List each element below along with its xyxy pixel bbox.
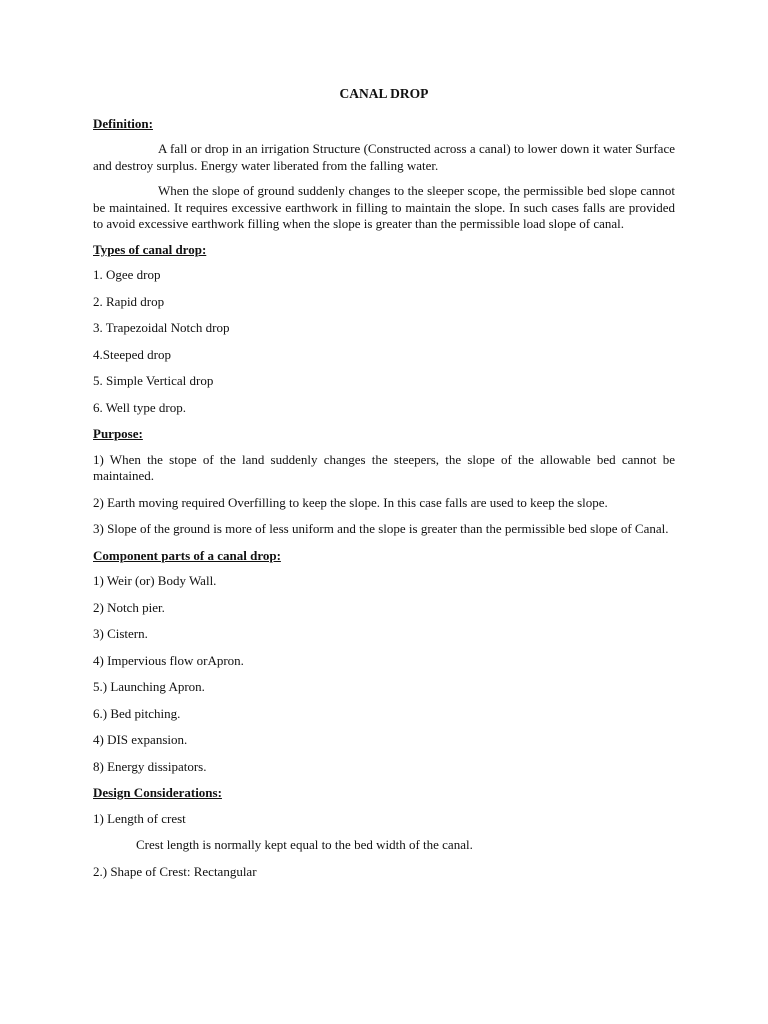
types-list-item: 4.Steeped drop [93,346,171,362]
component-list-item: 4) Impervious flow orApron. [93,652,244,668]
definition-paragraph-1: A fall or drop in an irrigation Structure (Constructed across a canal) to lower down it water Surface and destroy surplus. Energy water liberated from the falling water. [93,141,675,173]
purpose-list-item: 3) Slope of the ground is more of less uniform and the slope is greater than the permissible bed slope of Canal. [93,521,669,536]
document-title: CANAL DROP [339,86,429,101]
component-list-item: 6.) Bed pitching. [93,705,181,721]
design-item-length-of-crest: 1) Length of crest [93,810,186,826]
types-list-item: 2. Rapid drop [93,293,165,309]
types-heading: Types of canal drop: [93,241,207,257]
components-heading: Component parts of a canal drop: [93,547,281,563]
component-list-item: 4) DIS expansion. [93,732,188,747]
component-list-item: 5.) Launching Apron. [93,679,205,694]
document-page [93,86,675,890]
component-list-item: 8) Energy dissipators. [93,758,207,774]
component-list-item: 3) Cistern. [93,626,148,641]
design-item-detail: Crest length is normally kept equal to the bed width of the canal. [136,837,473,852]
purpose-heading: Purpose: [93,426,143,441]
definition-paragraph-2: When the slope of ground suddenly changes to the sleeper scope, the permissible bed slope cannot be maintained. It requires excessive earthwork in filling to maintain the slope. In such cases falls are provided to avoid excessive earthwork filling when the slope is greater than the permissible load slope of canal. [93,183,675,231]
types-list-item: 6. Well type drop. [93,399,186,415]
types-list-item: 3. Trapezoidal Notch drop [93,320,230,335]
component-list-item: 1) Weir (or) Body Wall. [93,573,217,588]
definition-heading: Definition: [93,115,153,131]
design-item-shape-of-crest: 2.) Shape of Crest: Rectangular [93,863,257,879]
purpose-list-item: 2) Earth moving required Overfilling to keep the slope. In this case falls are used to keep the slope. [93,494,608,510]
design-heading: Design Considerations: [93,785,222,800]
purpose-list-item: 1) When the stope of the land suddenly changes the steepers, the slope of the allowable bed cannot be maintained. [93,451,675,483]
types-list-item: 1. Ogee drop [93,267,161,282]
types-list-item: 5. Simple Vertical drop [93,373,214,388]
component-list-item: 2) Notch pier. [93,599,165,615]
